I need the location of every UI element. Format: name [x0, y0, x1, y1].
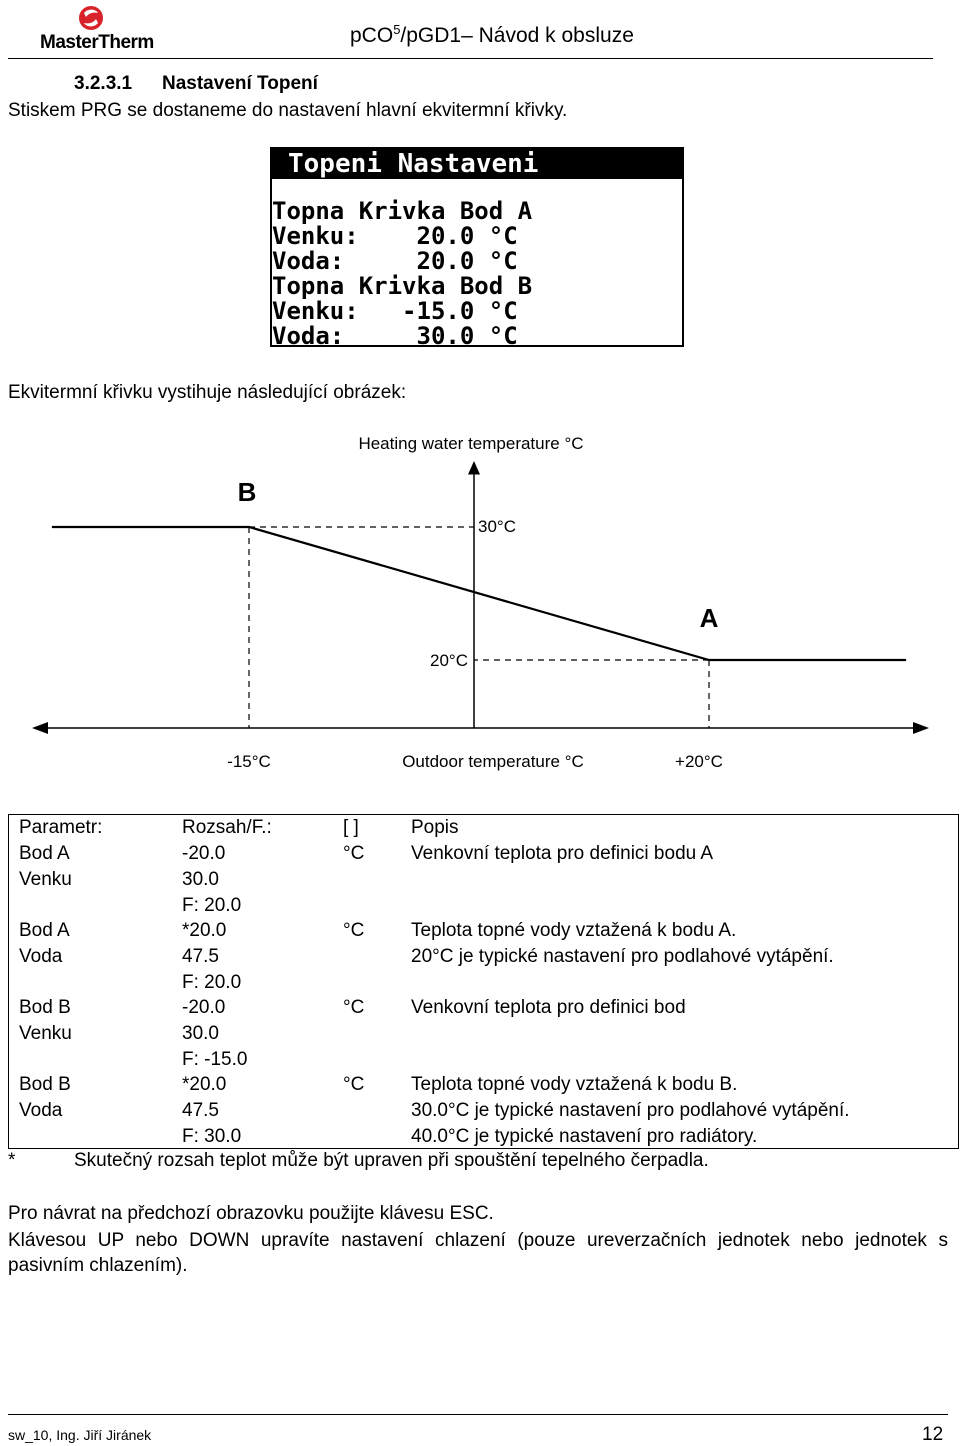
mastertherm-logo [38, 2, 154, 54]
header-unit: [ ] [343, 817, 359, 838]
lcd-row: Venku: -15.0 °C [272, 297, 518, 325]
heating-curve-chart [0, 425, 960, 785]
table-row-param: Bod A Voda [19, 920, 70, 967]
lcd-row: Venku: 20.0 °C [272, 222, 518, 250]
header-divider [8, 58, 933, 59]
lcd-title: Topeni Nastaveni [272, 149, 682, 179]
section-number: 3.2.3.1 [74, 73, 133, 94]
footer-divider [8, 1414, 948, 1415]
intro-paragraph: Stiskem PRG se dostaneme do nastavení hlavní ekvitermní křivky. [8, 100, 568, 121]
footnote [8, 1150, 709, 1172]
updown-note: Klávesou UP nebo DOWN upravíte nastavení chlazení (pouze ureverzačních jednotek nebo jednotek s pasivním chlazením). [8, 1230, 948, 1276]
lcd-row: Topna Krivka Bod B [272, 272, 533, 300]
y-tick-label: 20°C [430, 651, 468, 670]
table-row-range: *20.0 47.5 F: 20.0 [182, 920, 242, 993]
table-row-range: *20.0 47.5 F: 30.0 [182, 1074, 242, 1147]
document-title: pCO$^5$/pGD1– Návod k obsluze [350, 22, 634, 47]
table-row-desc: Teplota topné vody vztažená k bodu A. 20°C je typické nastavení pro podlahové vytápění. [411, 920, 834, 967]
x-axis-right-arrow [913, 722, 929, 734]
page-number: 12 [922, 1424, 944, 1445]
x-tick-label: +20°C [675, 752, 723, 771]
point-a-label: A [699, 603, 719, 633]
table-row-param: Bod B Voda [19, 1074, 71, 1121]
section-heading [74, 73, 318, 95]
footer-author: sw_10, Ing. Jiří Jiránek [8, 1427, 152, 1443]
lcd-screen [270, 147, 684, 350]
footnote-marker: * [8, 1150, 16, 1171]
x-axis-left-arrow [32, 722, 48, 734]
esc-note: Pro návrat na předchozí obrazovku použijte klávesu ESC. [8, 1203, 494, 1224]
x-axis-label: Outdoor temperature °C [402, 752, 584, 771]
lcd-row: Topna Krivka Bod A [272, 197, 533, 225]
section-title: Nastavení Topení [162, 73, 318, 94]
curve-intro-paragraph: Ekvitermní křivku vystihuje následující obrázek: [8, 382, 407, 403]
table-row-desc: Teplota topné vody vztažená k bodu B. 30.0°C je typické nastavení pro podlahové vytápění. 40.0°C je typické nastavení pro radiátory. [411, 1074, 850, 1147]
table-row-unit: °C [343, 1074, 365, 1095]
table-row-desc: Venkovní teplota pro definici bodu A [411, 843, 714, 864]
y-axis-label: Heating water temperature °C [358, 434, 584, 453]
lcd-row: Voda: 30.0 °C [272, 322, 518, 350]
logo-swirl-icon [78, 4, 104, 32]
table-row-param: Bod A Venku [19, 843, 72, 890]
header-rozsah: Rozsah/F.: [182, 817, 272, 838]
table-row-range: -20.0 30.0 F: -15.0 [182, 997, 248, 1070]
header-popis: Popis [411, 817, 459, 838]
footnote-text: Skutečný rozsah teplot může být upraven při spouštění tepelného čerpadla. [74, 1150, 709, 1171]
logo-text: MasterTherm [40, 32, 154, 53]
table-row-unit: °C [343, 920, 365, 941]
header-parametr: Parametr: [19, 817, 103, 838]
parameter-table [8, 814, 959, 1149]
table-row-desc: Venkovní teplota pro definici bod [411, 997, 686, 1018]
table-row-unit: °C [343, 997, 365, 1018]
table-row-range: -20.0 30.0 F: 20.0 [182, 843, 242, 916]
y-tick-label: 30°C [478, 517, 516, 536]
point-b-label: B [237, 477, 257, 507]
table-row-unit: °C [343, 843, 365, 864]
table-row-param: Bod B Venku [19, 997, 72, 1044]
x-tick-label: -15°C [227, 752, 271, 771]
lcd-row: Voda: 20.0 °C [272, 247, 518, 275]
heating-curve-line [52, 527, 906, 660]
